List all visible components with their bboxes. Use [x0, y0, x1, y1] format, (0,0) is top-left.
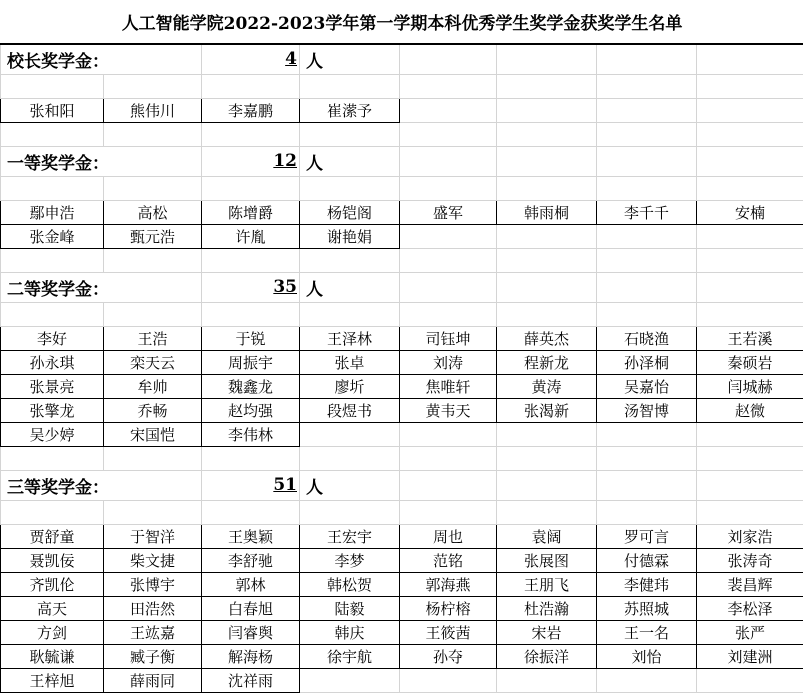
- empty-cell: [497, 74, 597, 98]
- empty-cell: [104, 176, 202, 200]
- empty-cell: [300, 500, 400, 524]
- empty-cell: [697, 74, 803, 98]
- student-name: 赵均强: [202, 398, 300, 422]
- empty-cell: [597, 122, 697, 146]
- empty-cell: [400, 500, 497, 524]
- empty-cell: [104, 74, 202, 98]
- student-name: 廖圻: [300, 374, 400, 398]
- student-name: 张景亮: [1, 374, 104, 398]
- empty-cell: [497, 98, 597, 122]
- student-name: 张和阳: [1, 98, 104, 122]
- student-name: 刘涛: [400, 350, 497, 374]
- section-label: 二等奖学金：: [1, 272, 202, 302]
- student-name: 耿毓谦: [1, 644, 104, 668]
- student-name: 闫城赫: [697, 374, 803, 398]
- empty-cell: [400, 74, 497, 98]
- student-name: 沈祥雨: [202, 668, 300, 692]
- student-name: 方剑: [1, 620, 104, 644]
- empty-cell: [1, 122, 104, 146]
- empty-cell: [497, 422, 597, 446]
- student-name: 乔畅: [104, 398, 202, 422]
- empty-cell: [1, 248, 104, 272]
- student-name: 鄢申浩: [1, 200, 104, 224]
- student-name: 柴文捷: [104, 548, 202, 572]
- student-name: 韩松贺: [300, 572, 400, 596]
- student-name: 王筱茜: [400, 620, 497, 644]
- student-name: 郭林: [202, 572, 300, 596]
- student-name: 安楠: [697, 200, 803, 224]
- empty-cell: [400, 224, 497, 248]
- student-name: 许胤: [202, 224, 300, 248]
- student-name: 黄韦天: [400, 398, 497, 422]
- student-name: 齐凯伦: [1, 572, 104, 596]
- empty-cell: [497, 302, 597, 326]
- student-name: 吴嘉怡: [597, 374, 697, 398]
- empty-cell: [202, 122, 300, 146]
- empty-cell: [400, 272, 497, 302]
- student-name: 谢艳娟: [300, 224, 400, 248]
- student-name: 袁阔: [497, 524, 597, 548]
- section-unit: 人: [300, 44, 400, 74]
- student-name: 程新龙: [497, 350, 597, 374]
- student-name: 徐振洋: [497, 644, 597, 668]
- empty-cell: [697, 470, 803, 500]
- empty-cell: [400, 470, 497, 500]
- student-name: 秦硕岩: [697, 350, 803, 374]
- student-name: 裴昌辉: [697, 572, 803, 596]
- empty-cell: [497, 146, 597, 176]
- empty-cell: [497, 500, 597, 524]
- student-name: 吴少婷: [1, 422, 104, 446]
- section-label: 校长奖学金：: [1, 44, 202, 74]
- empty-cell: [300, 248, 400, 272]
- empty-cell: [697, 446, 803, 470]
- student-name: 李舒驰: [202, 548, 300, 572]
- student-name: 宋岩: [497, 620, 597, 644]
- empty-cell: [400, 248, 497, 272]
- student-name: 刘怡: [597, 644, 697, 668]
- student-name: 赵微: [697, 398, 803, 422]
- student-name: 魏鑫龙: [202, 374, 300, 398]
- empty-cell: [497, 44, 597, 74]
- empty-cell: [300, 74, 400, 98]
- empty-cell: [400, 668, 497, 692]
- section-count: 12: [202, 146, 300, 176]
- student-name: 黄涛: [497, 374, 597, 398]
- student-name: 田浩然: [104, 596, 202, 620]
- student-name: 周振宇: [202, 350, 300, 374]
- student-name: 李松泽: [697, 596, 803, 620]
- student-name: 周也: [400, 524, 497, 548]
- empty-cell: [104, 302, 202, 326]
- student-name: 陈增爵: [202, 200, 300, 224]
- student-name: 薛英杰: [497, 326, 597, 350]
- empty-cell: [597, 98, 697, 122]
- student-name: 张博宇: [104, 572, 202, 596]
- student-name: 李千千: [597, 200, 697, 224]
- empty-cell: [597, 470, 697, 500]
- student-name: 聂凯佞: [1, 548, 104, 572]
- student-name: 刘建洲: [697, 644, 803, 668]
- student-name: 张严: [697, 620, 803, 644]
- empty-cell: [497, 470, 597, 500]
- empty-cell: [497, 248, 597, 272]
- student-name: 王浩: [104, 326, 202, 350]
- empty-cell: [597, 446, 697, 470]
- student-name: 孙永琪: [1, 350, 104, 374]
- empty-cell: [697, 122, 803, 146]
- empty-cell: [202, 302, 300, 326]
- empty-cell: [597, 422, 697, 446]
- empty-cell: [697, 224, 803, 248]
- empty-cell: [300, 668, 400, 692]
- student-name: 甄元浩: [104, 224, 202, 248]
- empty-cell: [497, 176, 597, 200]
- student-name: 张擎龙: [1, 398, 104, 422]
- empty-cell: [1, 74, 104, 98]
- empty-cell: [400, 176, 497, 200]
- student-name: 白春旭: [202, 596, 300, 620]
- section-unit: 人: [300, 470, 400, 500]
- empty-cell: [104, 122, 202, 146]
- empty-cell: [697, 98, 803, 122]
- empty-cell: [1, 176, 104, 200]
- empty-cell: [497, 122, 597, 146]
- student-name: 张涛奇: [697, 548, 803, 572]
- empty-cell: [597, 500, 697, 524]
- student-name: 郭海燕: [400, 572, 497, 596]
- student-name: 李好: [1, 326, 104, 350]
- empty-cell: [697, 176, 803, 200]
- student-name: 司钰坤: [400, 326, 497, 350]
- empty-cell: [400, 446, 497, 470]
- student-name: 薛雨同: [104, 668, 202, 692]
- empty-cell: [497, 668, 597, 692]
- empty-cell: [597, 302, 697, 326]
- student-name: 高松: [104, 200, 202, 224]
- student-name: 杨铠阁: [300, 200, 400, 224]
- empty-cell: [497, 224, 597, 248]
- student-name: 李伟林: [202, 422, 300, 446]
- student-name: 李梦: [300, 548, 400, 572]
- empty-cell: [202, 500, 300, 524]
- empty-cell: [1, 500, 104, 524]
- student-name: 于锐: [202, 326, 300, 350]
- student-name: 罗可言: [597, 524, 697, 548]
- section-unit: 人: [300, 146, 400, 176]
- empty-cell: [597, 248, 697, 272]
- student-name: 王宏宇: [300, 524, 400, 548]
- student-name: 段煜书: [300, 398, 400, 422]
- student-name: 张卓: [300, 350, 400, 374]
- student-name: 宋国恺: [104, 422, 202, 446]
- student-name: 陆毅: [300, 596, 400, 620]
- section-count: 35: [202, 272, 300, 302]
- empty-cell: [300, 446, 400, 470]
- empty-cell: [697, 302, 803, 326]
- student-name: 王朋飞: [497, 572, 597, 596]
- student-name: 王梓旭: [1, 668, 104, 692]
- empty-cell: [104, 248, 202, 272]
- student-name: 解海杨: [202, 644, 300, 668]
- student-name: 孙泽桐: [597, 350, 697, 374]
- student-name: 张金峰: [1, 224, 104, 248]
- empty-cell: [597, 224, 697, 248]
- section-unit: 人: [300, 272, 400, 302]
- section-label: 一等奖学金：: [1, 146, 202, 176]
- section-label: 三等奖学金：: [1, 470, 202, 500]
- student-name: 栾天云: [104, 350, 202, 374]
- empty-cell: [597, 272, 697, 302]
- student-name: 高天: [1, 596, 104, 620]
- empty-cell: [697, 248, 803, 272]
- empty-cell: [400, 44, 497, 74]
- empty-cell: [697, 500, 803, 524]
- student-name: 王若溪: [697, 326, 803, 350]
- empty-cell: [697, 146, 803, 176]
- student-name: 孙夺: [400, 644, 497, 668]
- empty-cell: [597, 146, 697, 176]
- student-name: 范铭: [400, 548, 497, 572]
- empty-cell: [400, 98, 497, 122]
- empty-cell: [202, 176, 300, 200]
- empty-cell: [697, 272, 803, 302]
- student-name: 臧子衡: [104, 644, 202, 668]
- student-name: 王一名: [597, 620, 697, 644]
- empty-cell: [300, 176, 400, 200]
- empty-cell: [202, 248, 300, 272]
- student-name: 韩庆: [300, 620, 400, 644]
- student-name: 汤智博: [597, 398, 697, 422]
- student-name: 刘家浩: [697, 524, 803, 548]
- student-name: 苏照城: [597, 596, 697, 620]
- student-name: 崔潆予: [300, 98, 400, 122]
- section-count: 4: [202, 44, 300, 74]
- empty-cell: [400, 122, 497, 146]
- section-count: 51: [202, 470, 300, 500]
- page-title: 人工智能学院2022-2023学年第一学期本科优秀学生奖学金获奖学生名单: [1, 0, 803, 44]
- student-name: 张展图: [497, 548, 597, 572]
- student-name: 焦唯轩: [400, 374, 497, 398]
- student-name: 盛军: [400, 200, 497, 224]
- empty-cell: [300, 122, 400, 146]
- empty-cell: [697, 44, 803, 74]
- empty-cell: [202, 74, 300, 98]
- student-name: 熊伟川: [104, 98, 202, 122]
- empty-cell: [597, 176, 697, 200]
- student-name: 贾舒童: [1, 524, 104, 548]
- student-name: 杜浩瀚: [497, 596, 597, 620]
- student-name: 王泽林: [300, 326, 400, 350]
- empty-cell: [597, 44, 697, 74]
- student-name: 张渴新: [497, 398, 597, 422]
- student-name: 李健玮: [597, 572, 697, 596]
- student-name: 杨柠榕: [400, 596, 497, 620]
- empty-cell: [104, 500, 202, 524]
- student-name: 于智洋: [104, 524, 202, 548]
- empty-cell: [300, 422, 400, 446]
- empty-cell: [300, 302, 400, 326]
- empty-cell: [202, 446, 300, 470]
- student-name: 王竑嘉: [104, 620, 202, 644]
- student-name: 徐宇航: [300, 644, 400, 668]
- empty-cell: [697, 422, 803, 446]
- student-name: 付德霖: [597, 548, 697, 572]
- student-name: 石晓渔: [597, 326, 697, 350]
- student-name: 王奥颖: [202, 524, 300, 548]
- student-name: 李嘉鹏: [202, 98, 300, 122]
- student-name: 牟帅: [104, 374, 202, 398]
- empty-cell: [597, 668, 697, 692]
- empty-cell: [400, 146, 497, 176]
- empty-cell: [1, 446, 104, 470]
- empty-cell: [104, 446, 202, 470]
- empty-cell: [1, 302, 104, 326]
- empty-cell: [597, 74, 697, 98]
- student-name: 闫睿舆: [202, 620, 300, 644]
- student-name: 韩雨桐: [497, 200, 597, 224]
- empty-cell: [497, 446, 597, 470]
- empty-cell: [400, 302, 497, 326]
- empty-cell: [400, 422, 497, 446]
- empty-cell: [697, 668, 803, 692]
- empty-cell: [497, 272, 597, 302]
